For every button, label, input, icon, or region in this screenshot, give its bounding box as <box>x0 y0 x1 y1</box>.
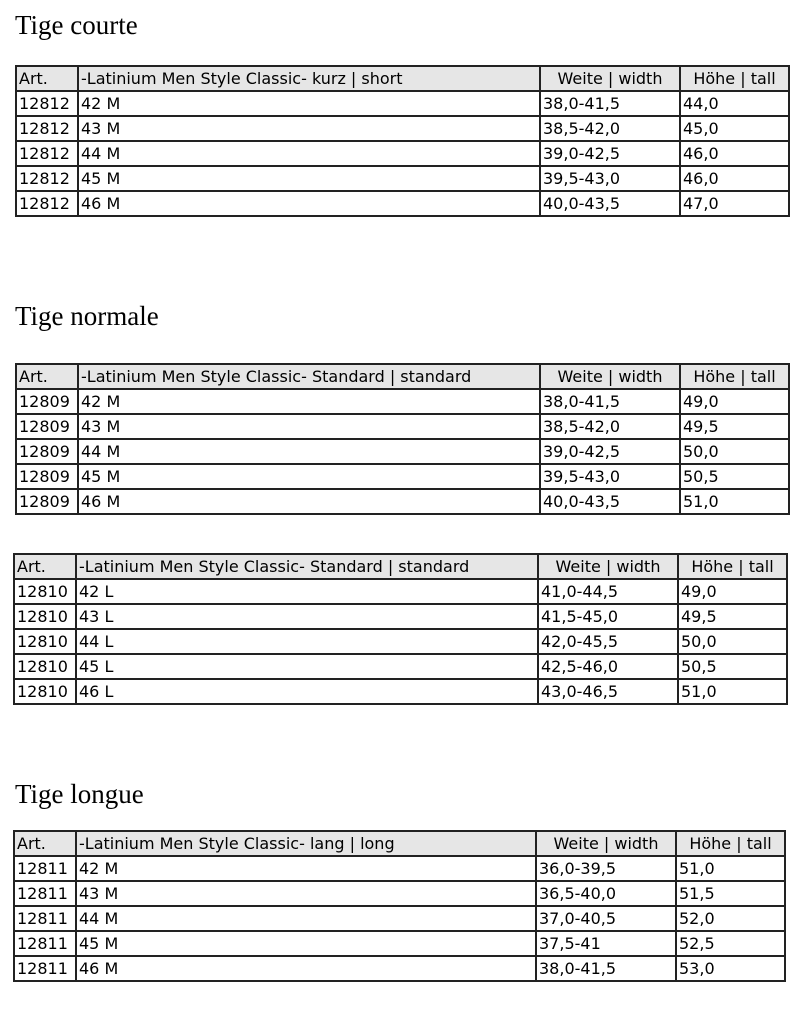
table-row <box>16 141 789 166</box>
table-row <box>14 604 787 629</box>
header-cell-width: Weite | width <box>540 364 680 389</box>
cell-width: 36,0-39,5 <box>536 856 676 881</box>
cell-width: 38,0-41,5 <box>540 389 680 414</box>
cell-width: 38,5-42,0 <box>540 414 680 439</box>
cell-model: 42 M <box>78 91 540 116</box>
cell-model: 44 L <box>76 629 538 654</box>
cell-height: 51,0 <box>678 679 787 704</box>
table-row <box>14 906 785 931</box>
table-row <box>16 489 789 514</box>
cell-art: 12811 <box>14 956 76 981</box>
cell-model: 43 M <box>78 414 540 439</box>
cell-height: 51,0 <box>676 856 785 881</box>
cell-model: 42 M <box>78 389 540 414</box>
cell-art: 12811 <box>14 931 76 956</box>
cell-model: 46 M <box>78 489 540 514</box>
cell-model: 46 M <box>78 191 540 216</box>
table-row <box>16 91 789 116</box>
cell-width: 42,5-46,0 <box>538 654 678 679</box>
cell-model: 42 L <box>76 579 538 604</box>
cell-model: 43 L <box>76 604 538 629</box>
table-header-row <box>14 831 785 856</box>
table-row <box>14 654 787 679</box>
cell-width: 40,0-43,5 <box>540 191 680 216</box>
table-row <box>14 579 787 604</box>
table-row <box>14 956 785 981</box>
cell-width: 37,0-40,5 <box>536 906 676 931</box>
table-row <box>16 414 789 439</box>
cell-height: 50,5 <box>678 654 787 679</box>
cell-art: 12809 <box>16 389 78 414</box>
table-header-row <box>14 554 787 579</box>
size-table-standard-l <box>13 553 788 705</box>
cell-height: 46,0 <box>680 166 789 191</box>
cell-width: 38,5-42,0 <box>540 116 680 141</box>
section-heading-tige-normale: Tige normale <box>15 301 159 331</box>
cell-width: 42,0-45,5 <box>538 629 678 654</box>
table-row <box>14 679 787 704</box>
cell-model: 42 M <box>76 856 536 881</box>
cell-art: 12812 <box>16 166 78 191</box>
section-heading-tige-longue: Tige longue <box>15 779 144 809</box>
cell-height: 50,0 <box>680 439 789 464</box>
cell-height: 49,5 <box>678 604 787 629</box>
cell-art: 12809 <box>16 439 78 464</box>
cell-height: 52,5 <box>676 931 785 956</box>
cell-art: 12811 <box>14 856 76 881</box>
cell-art: 12812 <box>16 141 78 166</box>
cell-width: 37,5-41 <box>536 931 676 956</box>
cell-art: 12812 <box>16 191 78 216</box>
cell-height: 45,0 <box>680 116 789 141</box>
header-cell-model: -Latinium Men Style Classic- lang | long <box>76 831 536 856</box>
cell-height: 49,5 <box>680 414 789 439</box>
table-row <box>16 166 789 191</box>
header-cell-art: Art. <box>16 66 78 91</box>
cell-width: 39,5-43,0 <box>540 166 680 191</box>
header-cell-width: Weite | width <box>538 554 678 579</box>
cell-width: 41,5-45,0 <box>538 604 678 629</box>
cell-height: 51,0 <box>680 489 789 514</box>
cell-width: 38,0-41,5 <box>540 91 680 116</box>
header-cell-model: -Latinium Men Style Classic- Standard | standard <box>78 364 540 389</box>
cell-width: 40,0-43,5 <box>540 489 680 514</box>
table-row <box>16 464 789 489</box>
cell-height: 49,0 <box>678 579 787 604</box>
header-cell-height: Höhe | tall <box>680 364 789 389</box>
cell-model: 44 M <box>76 906 536 931</box>
table-row <box>16 116 789 141</box>
cell-height: 46,0 <box>680 141 789 166</box>
cell-model: 45 M <box>78 166 540 191</box>
table-row <box>14 881 785 906</box>
cell-height: 52,0 <box>676 906 785 931</box>
cell-model: 45 L <box>76 654 538 679</box>
cell-model: 43 M <box>78 116 540 141</box>
size-table-long <box>13 830 786 982</box>
cell-height: 51,5 <box>676 881 785 906</box>
size-table-standard-m <box>15 363 790 515</box>
section-heading-tige-courte: Tige courte <box>15 10 138 40</box>
cell-model: 44 M <box>78 141 540 166</box>
cell-art: 12810 <box>14 679 76 704</box>
cell-art: 12809 <box>16 464 78 489</box>
cell-art: 12809 <box>16 414 78 439</box>
table-row <box>14 856 785 881</box>
table-row <box>14 931 785 956</box>
header-cell-width: Weite | width <box>536 831 676 856</box>
cell-art: 12811 <box>14 906 76 931</box>
cell-height: 50,5 <box>680 464 789 489</box>
header-cell-height: Höhe | tall <box>678 554 787 579</box>
cell-model: 43 M <box>76 881 536 906</box>
cell-width: 36,5-40,0 <box>536 881 676 906</box>
header-cell-height: Höhe | tall <box>680 66 789 91</box>
cell-width: 39,0-42,5 <box>540 439 680 464</box>
header-cell-art: Art. <box>14 831 76 856</box>
header-cell-art: Art. <box>14 554 76 579</box>
table-row <box>16 191 789 216</box>
header-cell-height: Höhe | tall <box>676 831 785 856</box>
cell-art: 12811 <box>14 881 76 906</box>
cell-model: 46 L <box>76 679 538 704</box>
cell-width: 39,0-42,5 <box>540 141 680 166</box>
cell-art: 12810 <box>14 579 76 604</box>
cell-model: 45 M <box>76 931 536 956</box>
cell-width: 41,0-44,5 <box>538 579 678 604</box>
cell-width: 38,0-41,5 <box>536 956 676 981</box>
size-table-short <box>15 65 790 217</box>
table-header-row <box>16 364 789 389</box>
table-row <box>14 629 787 654</box>
cell-art: 12810 <box>14 654 76 679</box>
cell-art: 12812 <box>16 116 78 141</box>
table-row <box>16 439 789 464</box>
header-cell-model: -Latinium Men Style Classic- Standard | standard <box>76 554 538 579</box>
cell-art: 12812 <box>16 91 78 116</box>
cell-art: 12810 <box>14 629 76 654</box>
cell-height: 50,0 <box>678 629 787 654</box>
header-cell-art: Art. <box>16 364 78 389</box>
cell-height: 53,0 <box>676 956 785 981</box>
cell-width: 43,0-46,5 <box>538 679 678 704</box>
table-row <box>16 389 789 414</box>
table-header-row <box>16 66 789 91</box>
cell-art: 12810 <box>14 604 76 629</box>
cell-art: 12809 <box>16 489 78 514</box>
cell-height: 44,0 <box>680 91 789 116</box>
cell-model: 45 M <box>78 464 540 489</box>
header-cell-model: -Latinium Men Style Classic- kurz | short <box>78 66 540 91</box>
cell-model: 46 M <box>76 956 536 981</box>
cell-model: 44 M <box>78 439 540 464</box>
cell-width: 39,5-43,0 <box>540 464 680 489</box>
cell-height: 49,0 <box>680 389 789 414</box>
cell-height: 47,0 <box>680 191 789 216</box>
header-cell-width: Weite | width <box>540 66 680 91</box>
